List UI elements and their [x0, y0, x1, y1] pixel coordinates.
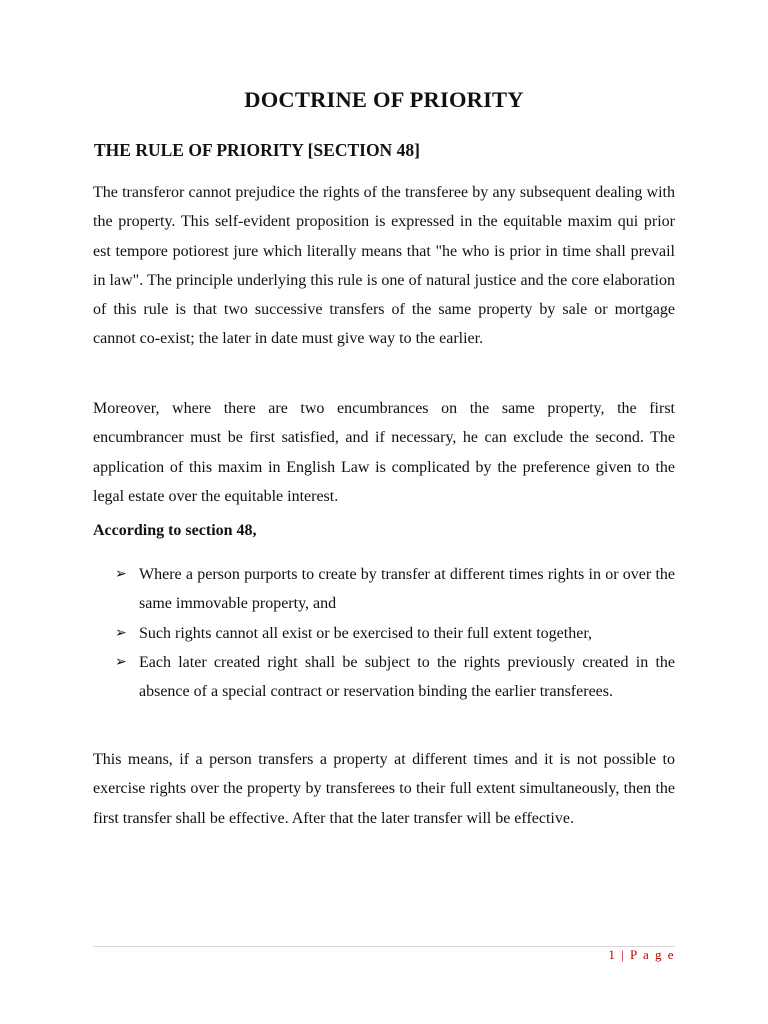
bullet-text: Where a person purports to create by transfer at different times rights in or over the same immovable property, and [139, 566, 675, 613]
page-number: 1 | P a g e [608, 947, 675, 962]
bullet-list [115, 560, 675, 706]
arrow-bullet-icon: ➢ [115, 567, 127, 582]
bullet-text: Each later created right shall be subject to the rights previously created in the absence of a special contract or reservation binding the earlier transferees. [139, 653, 675, 701]
arrow-bullet-icon: ➢ [115, 625, 127, 641]
paragraph-1: The transferor cannot prejudice the rights of the transferee by any subsequent dealing with the property. This self-evident proposition is expressed in the equitable maxim qui prior est tempore potiorest jure which literally means that "he who is prior in time shall prevail in law". The principle underlying this rule is one of natural justice and the core elaboration of this rule is that two successive transfers of the same property by sale or mortgage cannot co-exist; the later in date must give way to the earlier. [93, 184, 675, 348]
paragraph-2: Moreover, where there are two encumbrances on the same property, the first encumbrancer must be first satisfied, and if necessary, he can exclude the second. The application of this maxim in English Law is complicated by the preference given to the legal estate over the equitable interest. [93, 400, 675, 505]
section-heading: THE RULE OF PRIORITY [SECTION 48] [94, 140, 420, 160]
bullet-item [115, 648, 675, 707]
bullet-text: Such rights cannot all exist or be exercised to their full extent together, [139, 624, 592, 642]
paragraph-3: This means, if a person transfers a property at different times and it is not possible to exercise rights over the property by transferees to their full extent simultaneously, then the first transfer shall be effective. After that the later transfer will be effective. [93, 751, 675, 827]
section-subheading: According to section 48, [93, 522, 257, 539]
bullet-item [115, 560, 675, 619]
document-title: DOCTRINE OF PRIORITY [244, 87, 524, 112]
bullet-item [115, 619, 675, 648]
arrow-bullet-icon: ➢ [115, 654, 127, 670]
footer-divider [93, 946, 675, 947]
